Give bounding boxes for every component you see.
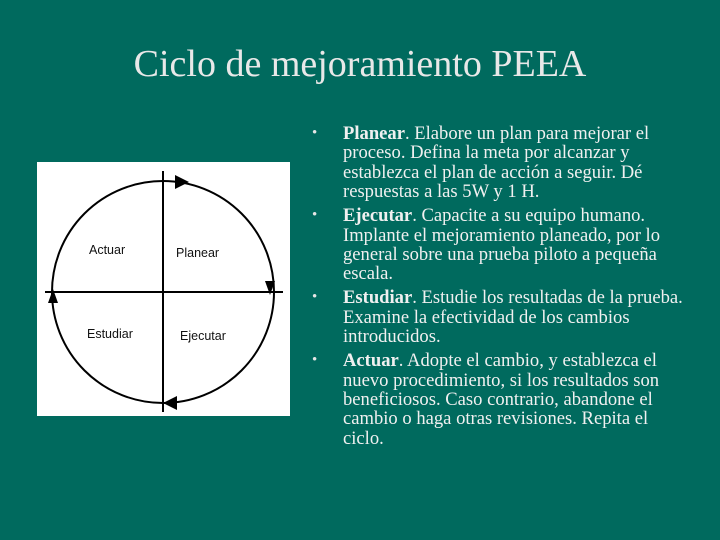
bullet-term: Ejecutar (343, 205, 413, 227)
bullet-text: . Elabore un plan para mejorar el proceso. Defina la meta por alcanzar y establezca el plan de acción a seguir. Dé respuestas a las 5W y 1 H. (343, 123, 650, 203)
arrow-top-icon (175, 175, 189, 189)
label-ejecutar: Ejecutar (180, 329, 226, 343)
bullet-term: Estudiar (343, 287, 413, 309)
slide-title: Ciclo de mejoramiento PEEA (133, 43, 587, 85)
label-planear: Planear (176, 246, 220, 260)
bullet-item-actuar (312, 351, 684, 448)
bullet-term: Actuar (343, 350, 399, 372)
label-actuar: Actuar (89, 243, 126, 257)
bullet-text: . Estudie los resultadas de la prueba. Examine la efectividad de los cambios introducidos. (343, 287, 683, 348)
bullet-text: . Adopte el cambio, y establezca el nuevo procedimiento, si los resultados son beneficiosos. Caso contrario, abandone el cambio o haga otras revisiones. Repita el ciclo. (343, 350, 660, 449)
bullet-icon: • (312, 352, 318, 369)
bullet-item-estudiar (312, 288, 684, 346)
bullet-list (312, 124, 684, 453)
bullet-term: Planear (343, 123, 405, 144)
bullet-icon: • (312, 125, 318, 141)
bullet-icon: • (312, 289, 318, 306)
bullet-text: . Capacite a su equipo humano. Implante el mejoramiento planeado, por lo general sobre una prueba piloto a pequeña escala. (343, 205, 661, 285)
pdca-cycle-diagram (37, 162, 290, 416)
bullet-icon: • (312, 207, 318, 224)
pdca-cycle-svg (37, 162, 290, 416)
label-estudiar: Estudiar (87, 327, 133, 341)
arrow-bottom-icon (163, 396, 177, 410)
bullet-item-ejecutar (312, 206, 684, 284)
bullet-item-planear (312, 124, 684, 202)
